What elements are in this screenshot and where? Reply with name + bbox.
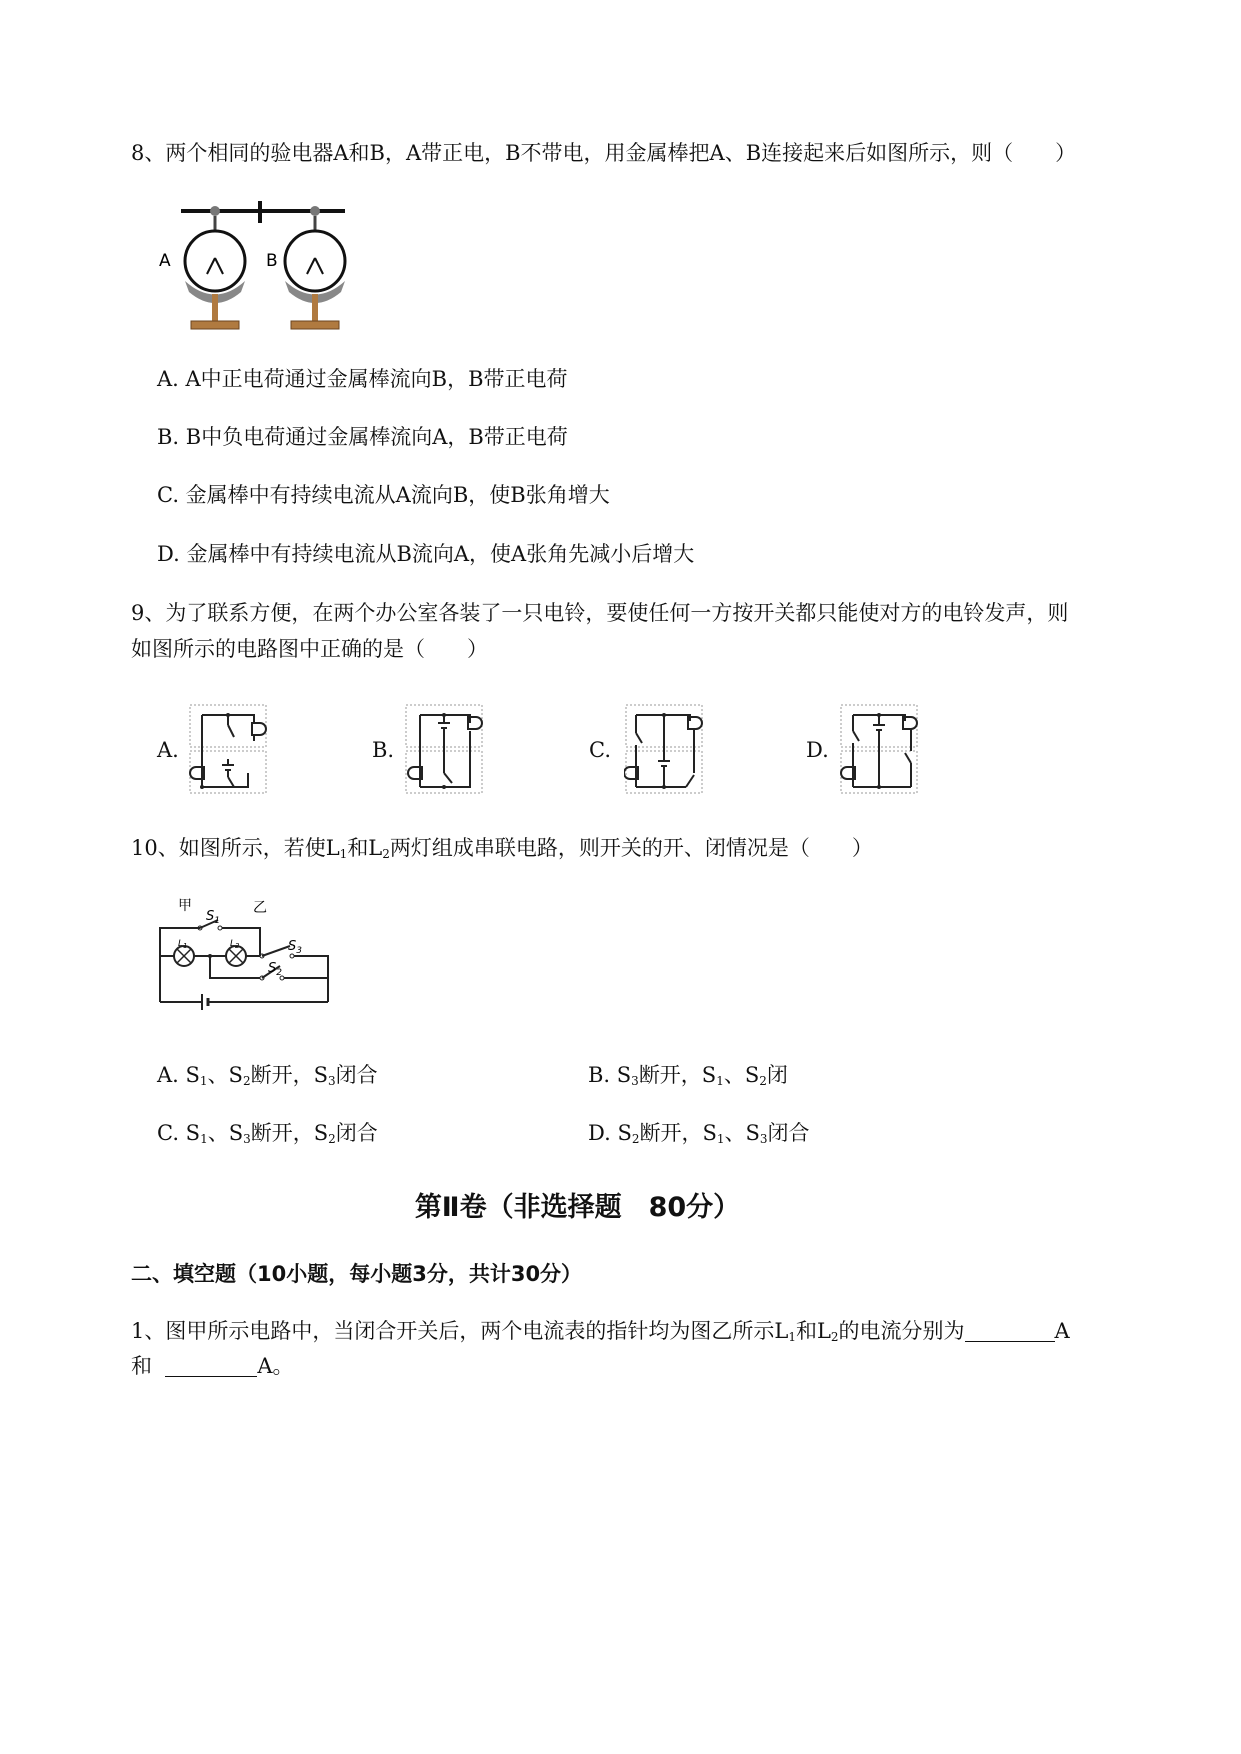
q9-stem-line2: 如图所示的电路图中正确的是（ ）: [131, 637, 488, 661]
fig-label-s2: $S_2$: [268, 961, 282, 978]
part-title: 二、填空题（10小题，每小题3分，共计30分）: [131, 1262, 583, 1286]
fill1-line1: 1、图甲所示电路中，当闭合开关后，两个电流表的指针均为图乙所示$L_1$和$L_2$的电流分别为 A: [131, 1319, 1070, 1344]
q9-stem-line1: 9、为了联系方便，在两个办公室各装了一只电铃，要使任何一方按开关都只能使对方的电铃发声，则: [131, 601, 1069, 625]
q10-stem: 10、如图所示，若使$L_1$和$L_2$两灯组成串联电路，则开关的开、闭情况是（ ）: [131, 836, 873, 861]
answer-blank-1[interactable]: [965, 1319, 1055, 1342]
q9-circuit-b[interactable]: [404, 703, 484, 795]
q8-option-d[interactable]: D. 金属棒中有持续电流从B流向A，使A张角先减小后增大: [157, 542, 695, 566]
q8-option-b[interactable]: B. B中负电荷通过金属棒流向A，B带正电荷: [157, 425, 568, 449]
fig-label-jia: 甲: [178, 898, 192, 914]
fill1-line2: 和 A。: [131, 1354, 294, 1378]
fig-label-a: A: [159, 251, 171, 271]
fig-label-s1: $S_1$: [206, 909, 220, 926]
q10-circuit-figure: [150, 890, 340, 1012]
electroscope-b: [285, 206, 345, 329]
q10-option-b[interactable]: B. $S_3$断开，$S_1$、$S_2$闭: [588, 1063, 788, 1088]
fig-label-b: B: [266, 251, 278, 271]
section-title: 第Ⅱ卷（非选择题 80分）: [414, 1192, 741, 1223]
q9-circuit-d[interactable]: [839, 703, 919, 795]
q9-circuit-c[interactable]: [624, 703, 704, 795]
q9-option-a-label[interactable]: A.: [157, 738, 179, 762]
fig-label-l2: $L_2$: [230, 939, 240, 950]
q9-option-d-label[interactable]: D.: [806, 738, 829, 762]
answer-blank-2[interactable]: [165, 1354, 257, 1377]
electroscope-a: [185, 206, 245, 329]
q10-option-d[interactable]: D. $S_2$断开，$S_1$、$S_3$闭合: [588, 1121, 810, 1146]
q9-option-c-label[interactable]: C.: [589, 738, 611, 762]
electroscope-figure: [155, 196, 355, 338]
q8-stem: 8、两个相同的验电器A和B，A带正电，B不带电，用金属棒把A、B连接起来后如图所示，则（ ）: [131, 141, 1077, 165]
q9-circuit-a[interactable]: [188, 703, 268, 795]
fig-label-yi: 乙: [253, 900, 267, 916]
q9-option-b-label[interactable]: B.: [372, 738, 395, 762]
fig-label-l1: $L_1$: [178, 939, 188, 950]
q8-option-a[interactable]: A. A中正电荷通过金属棒流向B，B带正电荷: [157, 367, 568, 391]
fig-label-s3: $S_3$: [288, 939, 302, 956]
q8-option-c[interactable]: C. 金属棒中有持续电流从A流向B，使B张角增大: [157, 483, 610, 507]
q10-option-a[interactable]: A. $S_1$、$S_2$断开，$S_3$闭合: [157, 1063, 378, 1088]
q10-option-c[interactable]: C. $S_1$、$S_3$断开，$S_2$闭合: [157, 1121, 378, 1146]
